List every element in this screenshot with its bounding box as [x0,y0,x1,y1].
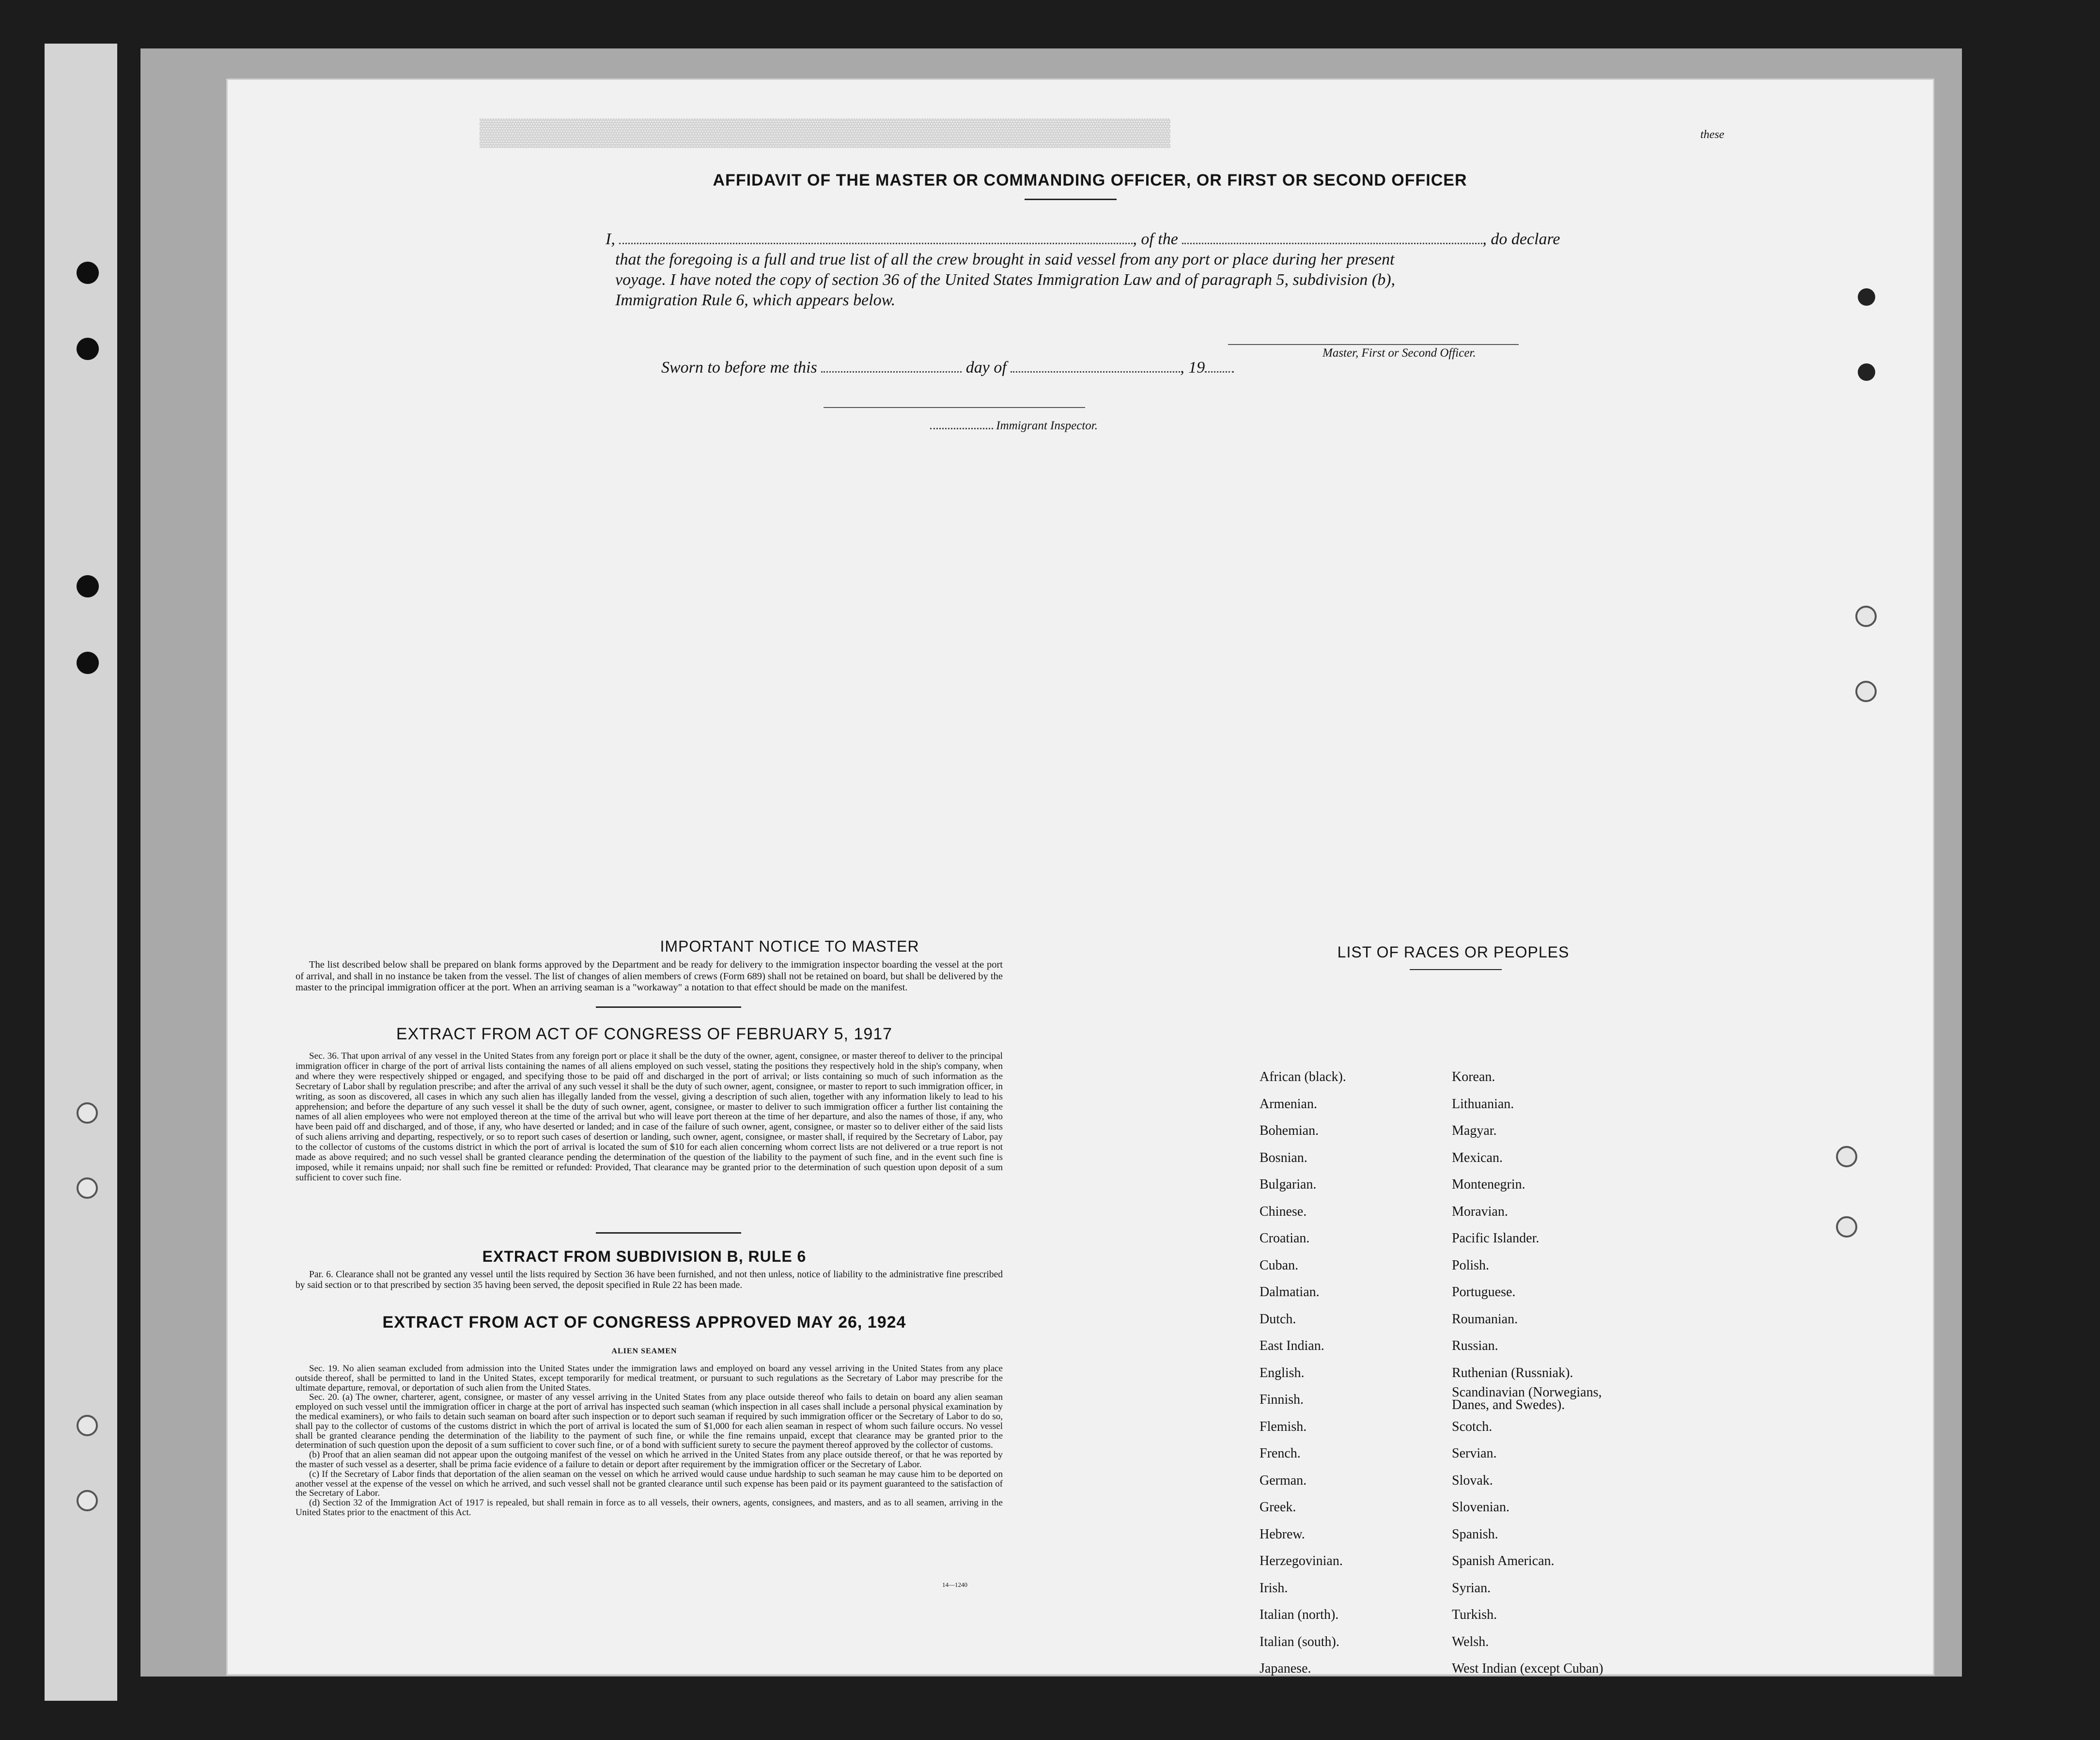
race-item: Japanese. [1260,1661,1311,1676]
race-item: Syrian. [1452,1580,1491,1596]
race-item: Dalmatian. [1260,1285,1320,1300]
corner-mark: these [1700,128,1725,141]
race-item: Armenian. [1260,1096,1317,1112]
sec-20d-paragraph: (d) Section 32 of the Immigration Act of 1917 is repealed, but shall remain in force as to all vessels, their owners, agents, consignees, and masters, and as to all seamen, arriving in the United States prior to the enactment of this Act. [296,1498,1003,1518]
races-right-column [1452,1064,1626,1682]
sec-20a-paragraph: Sec. 20. (a) The owner, charterer, agent, consignee, or master of any vessel arriving in the United States from any place outside thereof who fails to detain on board any alien seaman employed on such vessel until the immigration officer in charge at the port of arrival has inspected such seaman (which inspection in all cases shall include a personal physical examination by the medical examiners), or who fails to detain such seaman on board after such inspection or to deport such seaman if required by such immigration officer or the Secretary of Labor to do so, shall pay to the collector of customs of the customs district in which the port of arrival is located the sum of $1,000 for each alien seaman in respect of whom such failure occurs. No vessel shall be granted clearance pending the determination of the liability to the payment of such fine, or while the fine remains unpaid, except that clearance may be granted prior to the determination of such question upon the deposit of a sum sufficient to cover such fine, or of a bond with sufficient surety to secure the payment thereof approved by the collector of customs. [296,1392,1003,1451]
rule-6-paragraph: Par. 6. Clearance shall not be granted any vessel until the lists required by Section 36 have been furnished, and not then unless, notice of liability to the administrative fine prescribed by said section or to that prescribed by section 35 having been served, the deposit specified in Rule 22 has been made. [296,1270,1003,1290]
sworn-month-blank [1011,359,1180,373]
punch-hole [1855,681,1877,702]
race-item: Mexican. [1452,1150,1503,1165]
race-item: Finnish. [1260,1392,1304,1407]
race-item: Russian. [1452,1338,1498,1353]
race-item: Flemish. [1260,1419,1307,1434]
document-page [228,80,1933,1674]
affidavit-line1 [606,230,1560,249]
declare-label: , do declare [1482,230,1560,248]
sworn-day-blank [821,359,962,373]
race-item: Scandinavian (Norwegians, Danes, and Swedes). [1452,1385,1602,1412]
race-item: Turkish. [1452,1607,1497,1622]
signature-label: Master, First or Second Officer. [1322,346,1476,360]
race-item: Spanish American. [1452,1553,1555,1568]
race-item: Hebrew. [1260,1526,1305,1542]
binder-hole [77,1415,98,1436]
races-title: LIST OF RACES OR PEOPLES [1337,943,1570,961]
sec-20b-paragraph: (b) Proof that an alien seaman did not appear upon the outgoing manifest of the vessel on which he arrived in the United States from any place outside thereof, or that he was reported by the master of such vessel as a deserter, shall be prima facie evidence of a failure to detain or deport after requirement by the immigration officer or the Secretary of Labor. [296,1450,1003,1470]
inspector-blank [930,421,993,429]
binder-hole [77,338,99,360]
race-item: Bosnian. [1260,1150,1307,1165]
binder-hole [77,1102,98,1124]
race-item: Ruthenian (Russniak). [1452,1365,1573,1380]
divider [596,1232,741,1234]
race-item: Magyar. [1452,1123,1497,1138]
race-item: Polish. [1452,1257,1490,1273]
race-item: Bulgarian. [1260,1177,1317,1192]
notice-title: IMPORTANT NOTICE TO MASTER [660,938,919,955]
affidavit-title: AFFIDAVIT OF THE MASTER OR COMMANDING OFFICER, OR FIRST OR SECOND OFFICER [713,171,1467,189]
race-item: French. [1260,1446,1301,1461]
act-1917-title: EXTRACT FROM ACT OF CONGRESS OF FEBRUARY 5, 1917 [396,1025,893,1043]
bleed-through: ▓▓▓▓▓▓▓▓▓▓▓▓▓▓▓▓▓▓▓▓▓▓▓▓▓▓▓▓▓▓▓▓▓▓▓▓▓▓▓▓▓▓▓▓ [480,119,1170,148]
race-item: East Indian. [1260,1338,1324,1353]
of-the-label: , of the [1133,230,1178,248]
race-item: Roumanian. [1452,1311,1518,1327]
sec-20c-paragraph: (c) If the Secretary of Labor finds that deportation of the alien seaman on the vessel on which he arrived would cause undue hardship to such seaman he may cause him to be deported on another vessel at the expense of the vessel on which he arrived, and such vessel shall not be granted clearance until such expense has been paid or its payment guaranteed to the satisfaction of the Secretary of Labor. [296,1469,1003,1499]
sworn-prefix: Sworn to before me this [661,359,817,376]
inspector-signature-line [824,407,1085,408]
sworn-year-blank [1205,359,1234,373]
race-item: Italian (south). [1260,1634,1339,1649]
race-item: Irish. [1260,1580,1288,1596]
divider [596,1006,741,1008]
name-blank [619,230,1133,244]
race-item: Portuguese. [1452,1285,1516,1300]
binder-hole [77,652,99,674]
races-left-column [1260,1064,1346,1682]
year-label: , 19 [1180,359,1205,376]
vessel-blank [1182,230,1482,244]
punch-hole [1858,288,1875,306]
notice-paragraph: The list described below shall be prepared on blank forms approved by the Department and be ready for delivery to the immigration inspector boarding the vessel at the port of arrival, and shall in no instance be taken from the vessel. The list of changes of alien members of crews (Form 689) shall not be retained on board, but shall be delivered by the master to the principal immigration officer at the port. When an arriving seaman is a "workaway" a notation to that effect should be made on the manifest. [296,959,1003,993]
race-item: Servian. [1452,1446,1497,1461]
i-label: I, [606,230,615,248]
notice-text [296,959,1003,994]
act-1924-title: EXTRACT FROM ACT OF CONGRESS APPROVED MAY 26, 1924 [382,1313,906,1332]
race-item: Bohemian. [1260,1123,1319,1138]
act-1917-paragraph: Sec. 36. That upon arrival of any vessel in the United States from any foreign port or place it shall be the duty of the owner, agent, consignee, or master thereof to deliver to the principal immigration officer in charge of the port of arrival lists containing the names of all aliens employed on such vessel, stating the positions they respectively hold in the ship's company, when and where they were respectively shipped or engaged, and specifying those to be paid off and discharged in the port of arrival; or lists containing so much of such information as the Secretary of Labor shall by regulation prescribe; and after the arrival of any such vessel it shall be the duty of such owner, agent, consignee, or master to report to such immigration officer, in writing, as soon as discovered, all cases in which any such alien has illegally landed from the vessel, giving a description of such alien, together with any information likely to lead to his apprehension; and before the departure of any such vessel it shall be the duty of such owner, agent, consignee, or master to deliver to such immigration officer a further list containing the names of all alien employees who were not employed thereon at the time of the arrival but who will leave port thereon at the time of her departure, and also the names of those, if any, who have been paid off and discharged, and of those, if any, who have deserted or landed; and in case of the failure of such owner, agent, consignee, or master so to deliver either of the said lists of such aliens arriving and departing, respectively, or so to report such cases of desertion or landing, such owner, agent, consignee, or master shall, if required by the Secretary of Labor, pay to the collector of customs of the customs district in which the port of arrival is located the sum of $10 for each alien concerning whom correct lists are not delivered or a true report is not made as above required; and no such vessel shall be granted clearance pending the determination of the question of the liability to the payment of such fine, and in the event such fine is imposed, while it remains unpaid; nor shall such fine be remitted or refunded: Provided, That clearance may be granted prior to the determination of such question upon deposit of a sum sufficient to cover such fine. [296,1051,1003,1183]
binder-hole [77,1177,98,1199]
race-item: Italian (north). [1260,1607,1339,1622]
alien-seamen-subtitle: ALIEN SEAMEN [611,1347,677,1355]
race-item: Pacific Islander. [1452,1231,1540,1246]
race-item: English. [1260,1365,1305,1380]
race-item: Chinese. [1260,1204,1307,1219]
rule-6-text [296,1270,1003,1291]
race-item: German. [1260,1473,1307,1488]
race-item: Montenegrin. [1452,1177,1525,1192]
act-1917-text [296,1051,1003,1183]
affidavit-line4: Immigration Rule 6, which appears below. [615,291,896,309]
race-item: Herzegovinian. [1260,1553,1343,1568]
rule-6-title: EXTRACT FROM SUBDIVISION B, RULE 6 [482,1248,807,1265]
race-item: Greek. [1260,1500,1296,1515]
form-number: 14—1240 [942,1581,967,1588]
race-item: Moravian. [1452,1204,1508,1219]
race-item: Spanish. [1452,1526,1498,1542]
punch-hole [1858,363,1875,381]
race-item: Slovenian. [1452,1500,1509,1515]
binder-hole [77,575,99,597]
day-of-label: day of [965,359,1007,376]
punch-hole [1855,606,1877,627]
affidavit-line3: voyage. I have noted the copy of section 36 of the United States Immigration Law and of paragraph 5, subdivision (b), [615,271,1396,289]
binder-hole [77,1490,98,1511]
race-item: Scotch. [1452,1419,1493,1434]
inspector-label [930,419,1098,433]
binder-strip [45,44,117,1701]
inspector-label-text: Immigrant Inspector. [996,419,1098,432]
divider [1410,969,1502,970]
act-1924-text [296,1364,1003,1518]
race-item: Cuban. [1260,1257,1299,1273]
race-item: Slovak. [1452,1473,1493,1488]
race-item: Lithuanian. [1452,1096,1514,1112]
sec-19-paragraph: Sec. 19. No alien seaman excluded from admission into the United States under the immigration laws and employed on board any vessel arriving in the United States from any place outside thereof, shall be permitted to land in the United States, except temporarily for medical treatment, or pursuant to such regulations as the Secretary of Labor may prescribe for the ultimate departure, removal, or deportation of such alien from the United States. [296,1364,1003,1393]
punch-hole [1836,1146,1857,1167]
sworn-line [661,359,1234,377]
punch-hole [1836,1216,1857,1238]
race-item: Dutch. [1260,1311,1296,1327]
binder-hole [77,262,99,284]
title-rule [1025,199,1117,200]
race-item: African (black). [1260,1069,1346,1084]
race-item: Korean. [1452,1069,1495,1084]
race-item: Welsh. [1452,1634,1489,1649]
race-item: Croatian. [1260,1231,1310,1246]
race-item: West Indian (except Cuban) [1452,1661,1603,1676]
affidavit-line2: that the foregoing is a full and true list of all the crew brought in said vessel from any port or place during her present [615,251,1395,268]
signature-line [1228,344,1519,345]
